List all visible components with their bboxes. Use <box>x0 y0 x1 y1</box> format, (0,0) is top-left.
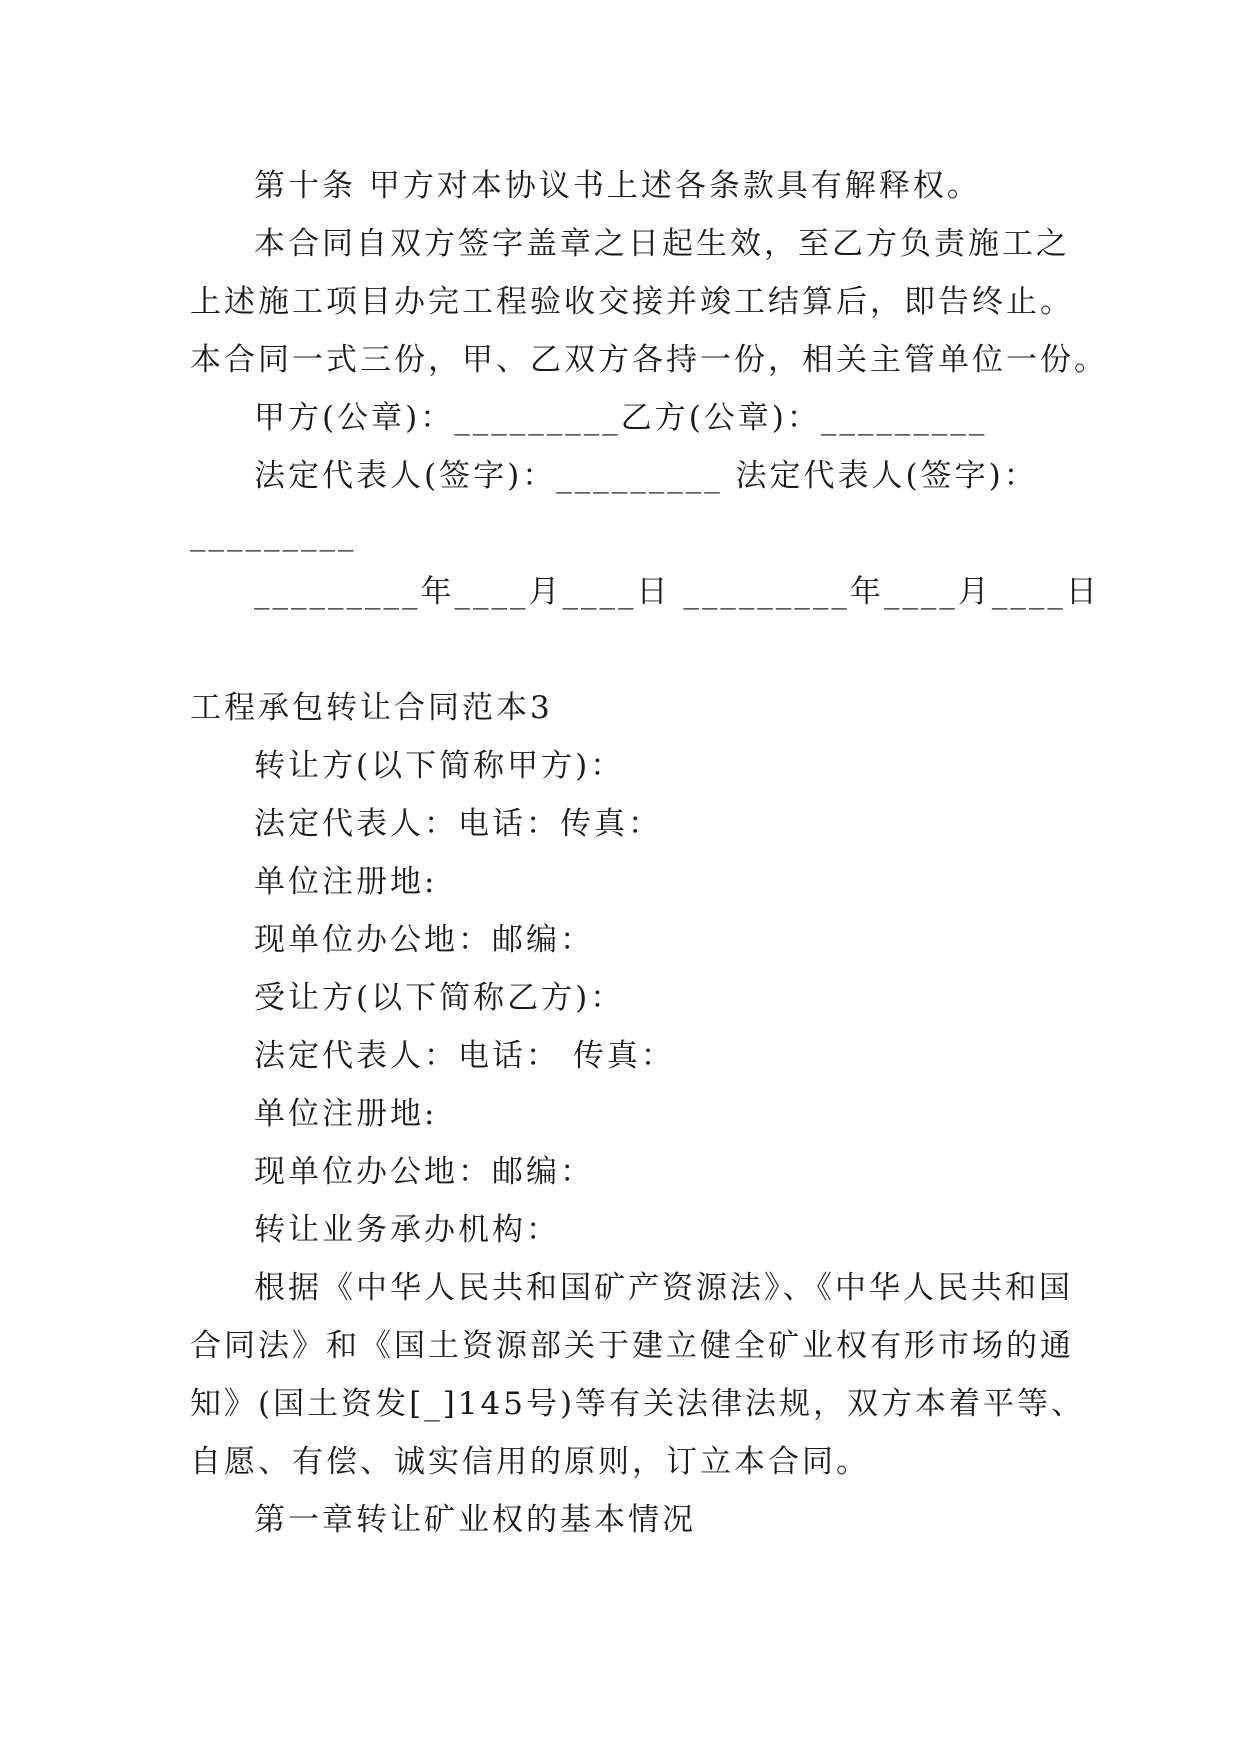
transferee-label: 受让方(以下简称乙方)： <box>254 980 625 1016</box>
section-title: 工程承包转让合同范本3 <box>190 690 553 726</box>
transferor-representative: 法定代表人：电话：传真： <box>254 806 662 842</box>
basis-paragraph-line-2: 合同法》和《国土资源部关于建立健全矿业权有形市场的通 <box>190 1328 1074 1364</box>
date-line: _________年____月____日 _________年____月____日 <box>254 574 1100 610</box>
representative-signature-line: 法定代表人(签字)：_________ 法定代表人(签字)： <box>254 458 1038 494</box>
transferee-office-address: 现单位办公地：邮编： <box>254 1154 594 1190</box>
transferor-registered-address: 单位注册地: <box>254 864 438 900</box>
basis-paragraph-line-4: 自愿、有偿、诚实信用的原则，订立本合同。 <box>190 1444 870 1480</box>
signature-blank: _________ <box>190 516 357 552</box>
effective-clause-line-1: 本合同自双方签字盖章之日起生效，至乙方负责施工之 <box>254 226 1070 262</box>
transferor-office-address: 现单位办公地：邮编： <box>254 922 594 958</box>
party-seal-line: 甲方(公章)：_________乙方(公章)：_________ <box>254 400 988 436</box>
article-ten: 第十条 甲方对本协议书上述各条款具有解释权。 <box>254 168 981 204</box>
chapter-one-heading: 第一章转让矿业权的基本情况 <box>254 1502 696 1538</box>
handling-agency: 转让业务承办机构： <box>254 1212 560 1248</box>
transferee-registered-address: 单位注册地: <box>254 1096 438 1132</box>
copies-clause: 本合同一式三份，甲、乙双方各持一份，相关主管单位一份。 <box>190 342 1108 378</box>
basis-paragraph-line-3: 知》(国土资发[_]145号)等有关法律法规，双方本着平等、 <box>190 1386 1086 1422</box>
effective-clause-line-2: 上述施工项目办完工程验收交接并竣工结算后，即告终止。 <box>190 284 1074 320</box>
transferor-label: 转让方(以下简称甲方)： <box>254 748 625 784</box>
basis-paragraph-line-1: 根据《中华人民共和国矿产资源法》、《中华人民共和国 <box>254 1270 1073 1306</box>
transferee-representative: 法定代表人：电话： 传真： <box>254 1038 675 1074</box>
